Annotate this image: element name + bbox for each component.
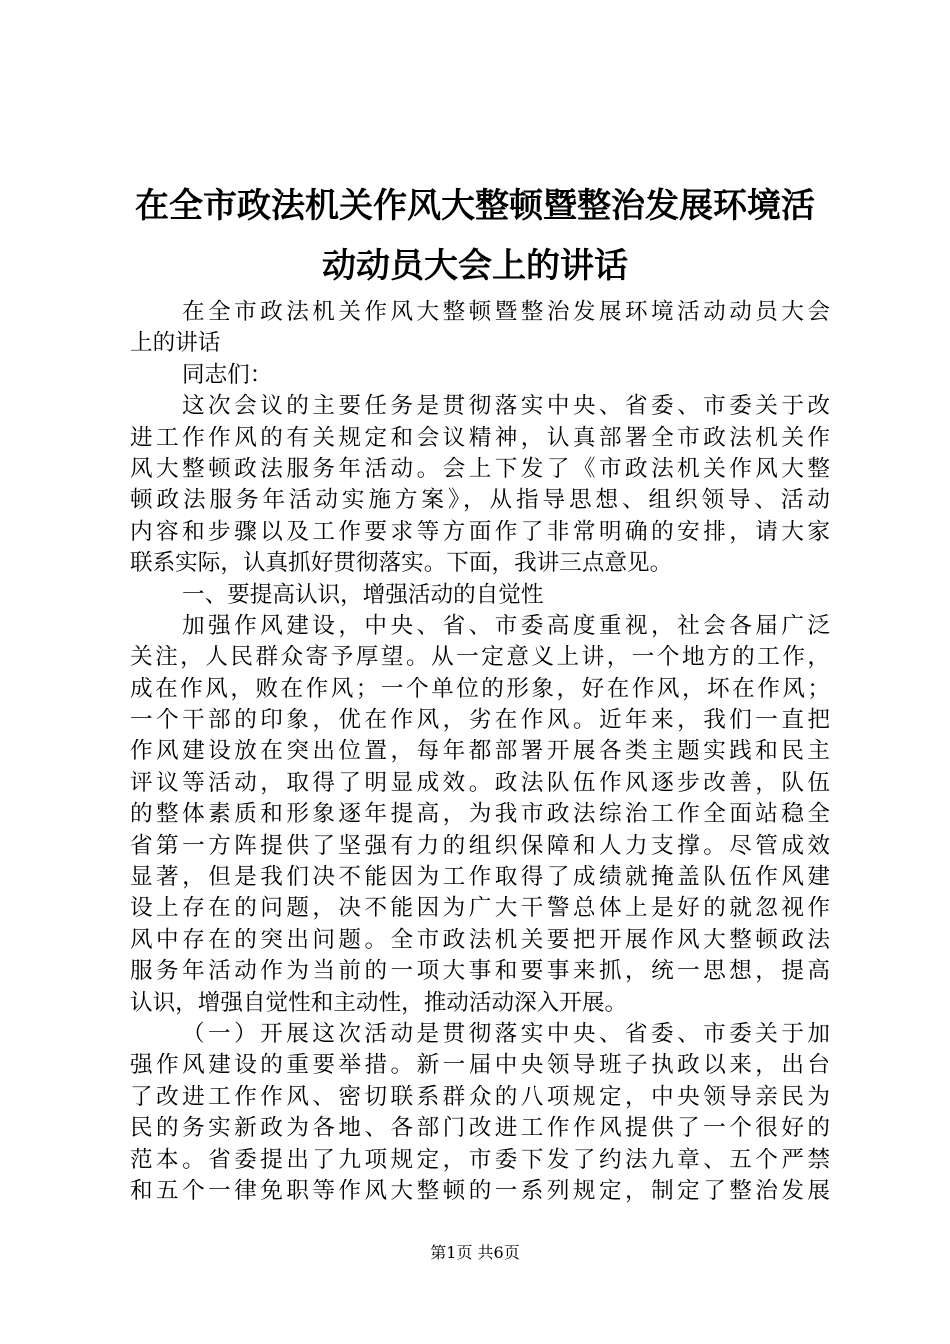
body-text-line: 服务年活动作为当前的一项大事和要事来抓，统一思想，提高 — [130, 958, 830, 985]
body-text-line: 进工作作风的有关规定和会议精神，认真部署全市政法机关作 — [130, 424, 830, 451]
body-text-line: 风大整顿政法服务年活动。会上下发了《市政法机关作风大整 — [130, 455, 830, 482]
body-text-line: 联系实际，认真抓好贯彻落实。下面，我讲三点意见。 — [130, 550, 673, 577]
body-text-line: 认识，增强自觉性和主动性，推动活动深入开展。 — [130, 989, 628, 1016]
body-text-line: （一）开展这次活动是贯彻落实中央、省委、市委关于加 — [182, 1020, 830, 1047]
page-footer: 第1页 共6页 — [430, 1243, 520, 1262]
document-title-line-1: 在全市政法机关作风大整顿暨整治发展环境活 — [135, 186, 815, 226]
document-title-line-2: 动动员大会上的讲话 — [322, 246, 628, 286]
body-text-line: 一、要提高认识，增强活动的自觉性 — [182, 581, 544, 608]
body-text-line: 内容和步骤以及工作要求等方面作了非常明确的安排，请大家 — [130, 518, 830, 545]
body-text-line: 设上存在的问题，决不能因为广大干警总体上是好的就忽视作 — [130, 895, 830, 922]
body-text-line: 民的务实新政为各地、各部门改进工作作风提供了一个很好的 — [130, 1115, 830, 1142]
body-text-line: 的整体素质和形象逐年提高，为我市政法综治工作全面站稳全 — [130, 801, 830, 828]
body-text-line: 一个干部的印象，优在作风，劣在作风。近年来，我们一直把 — [130, 707, 830, 734]
body-text-line: 和五个一律免职等作风大整顿的一系列规定，制定了整治发展 — [130, 1177, 830, 1204]
body-text-line: 在全市政法机关作风大整顿暨整治发展环境活动动员大会 — [182, 299, 830, 325]
body-text-line: 同志们： — [182, 361, 273, 388]
document-body — [130, 297, 830, 1207]
body-text-line: 强作风建设的重要举措。新一届中央领导班子执政以来，出台 — [130, 1052, 830, 1079]
body-text-line: 上的讲话 — [130, 330, 221, 357]
body-text-line: 加强作风建设，中央、省、市委高度重视，社会各届广泛 — [182, 612, 830, 639]
body-text-line: 省第一方阵提供了坚强有力的组织保障和人力支撑。尽管成效 — [130, 832, 830, 859]
body-text-line: 成在作风，败在作风；一个单位的形象，好在作风，坏在作风； — [130, 675, 830, 702]
body-text-line: 了改进工作作风、密切联系群众的八项规定，中央领导亲民为 — [130, 1083, 830, 1110]
body-text-line: 范本。省委提出了九项规定，市委下发了约法九章、五个严禁 — [130, 1146, 830, 1173]
body-text-line: 关注，人民群众寄予厚望。从一定意义上讲，一个地方的工作， — [130, 644, 830, 671]
body-text-line: 作风建设放在突出位置，每年都部署开展各类主题实践和民主 — [130, 738, 830, 765]
body-text-line: 风中存在的突出问题。全市政法机关要把开展作风大整顿政法 — [130, 926, 830, 953]
body-text-line: 评议等活动，取得了明显成效。政法队伍作风逐步改善，队伍 — [130, 769, 830, 796]
body-text-line: 显著，但是我们决不能因为工作取得了成绩就掩盖队伍作风建 — [130, 864, 830, 891]
body-text-line: 顿政法服务年活动实施方案》，从指导思想、组织领导、活动 — [130, 487, 830, 514]
body-text-line: 这次会议的主要任务是贯彻落实中央、省委、市委关于改 — [182, 393, 830, 420]
